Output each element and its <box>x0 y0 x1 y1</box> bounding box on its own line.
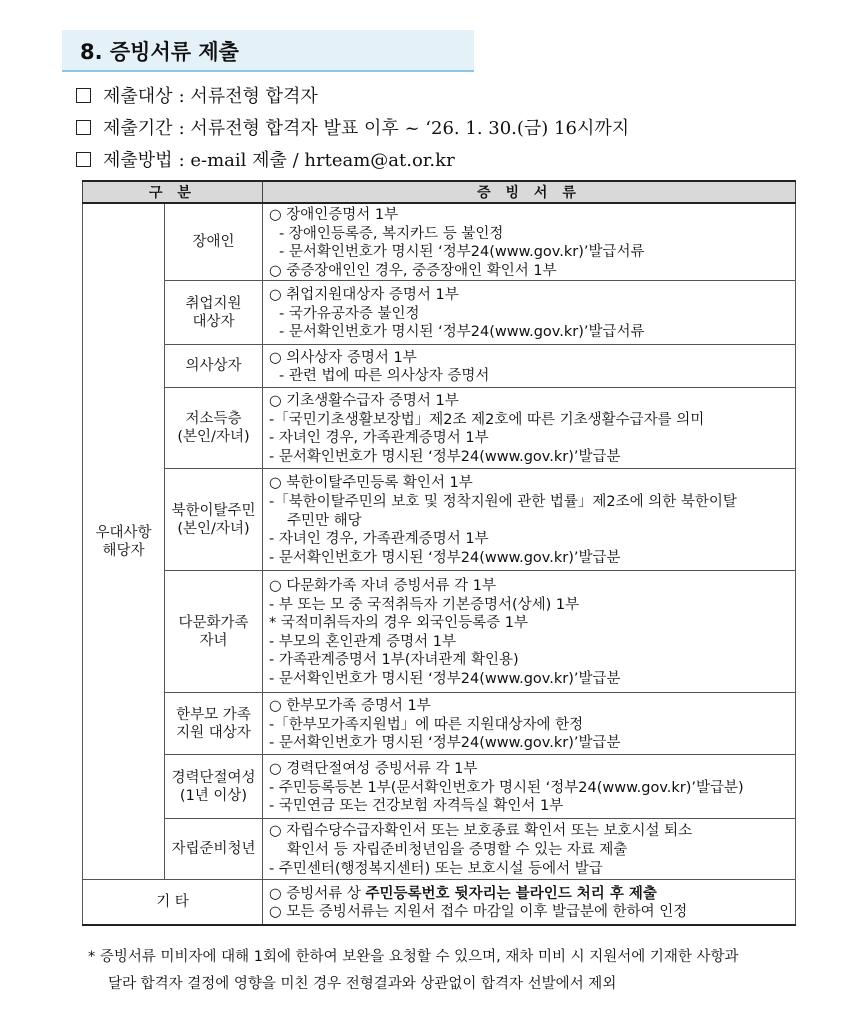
detail-cell: ○ 한부모가족 증명서 1부 -「한부모가족지원법」에 따른 지원대상자에 한정 - 문서확인번호가 명시된 ‘정부24(www.gov.kr)’발급분 <box>263 693 796 755</box>
category-cell: 다문화가족 자녀 <box>165 571 263 693</box>
checkbox-icon <box>76 152 91 167</box>
category-cell: 경력단절여성 (1년 이상) <box>165 755 263 819</box>
section-title: 8. 증빙서류 제출 <box>62 30 474 72</box>
detail-cell: ○ 경력단절여성 증빙서류 각 1부 - 주민등록등본 1부(문서확인번호가 명시된 ‘정부24(www.gov.kr)’발급분) - 국민연금 또는 건강보험 자격득실 확인서 1부 <box>263 755 796 819</box>
table-row <box>83 203 796 281</box>
info-period: 제출기간 : 서류전형 합격자 발표 이후 ~ ‘26. 1. 30.(금) 16시까지 <box>76 114 629 140</box>
header-documents: 증 빙 서 류 <box>263 181 796 203</box>
table-row <box>83 281 796 345</box>
table-row-other <box>83 880 796 925</box>
checkbox-icon <box>76 120 91 135</box>
category-cell: 저소득층 (본인/자녀) <box>165 388 263 469</box>
table-row <box>83 755 796 819</box>
category-cell: 장애인 <box>165 203 263 281</box>
detail-cell: ○ 장애인증명서 1부 - 장애인등록증, 복지카드 등 불인정 - 문서확인번호가 명시된 ‘정부24(www.gov.kr)’발급서류 ○ 중증장애인인 경우, 중증장애인 확인서 1부 <box>263 203 796 281</box>
info-method: 제출방법 : e-mail 제출 / hrteam@at.or.kr <box>76 146 455 172</box>
header-category: 구 분 <box>83 181 263 203</box>
category-cell: 한부모 가족 지원 대상자 <box>165 693 263 755</box>
table-row <box>83 388 796 469</box>
table-row <box>83 469 796 571</box>
info-target: 제출대상 : 서류전형 합격자 <box>76 82 318 108</box>
category-cell: 북한이탈주민 (본인/자녀) <box>165 469 263 571</box>
detail-cell: ○ 기초생활수급자 증명서 1부 -「국민기초생활보장법」제2조 제2호에 따른 기초생활수급자를 의미 - 자녀인 경우, 가족관계증명서 1부 - 문서확인번호가 명시된 ‘정부24(www.gov.kr)’발급분 <box>263 388 796 469</box>
detail-cell: ○ 의사상자 증명서 1부 - 관련 법에 따른 의사상자 증명서 <box>263 345 796 388</box>
detail-cell: ○ 다문화가족 자녀 증빙서류 각 1부 - 부 또는 모 중 국적취득자 기본증명서(상세) 1부 * 국적미취득자의 경우 외국인등록증 1부 - 부모의 혼인관계 증명서 1부 - 가족관계증명서 1부(자녀관계 확인용) - 문서확인번호가 명시된 ‘정부24(www.gov.kr)’발급분 <box>263 571 796 693</box>
table-row <box>83 693 796 755</box>
checkbox-icon <box>76 88 91 103</box>
footnote-line-2: 달라 합격자 결정에 영향을 미친 경우 전형결과와 상관없이 합격자 선발에서 제외 <box>108 976 617 992</box>
detail-cell: ○ 증빙서류 상 주민등록번호 뒷자리는 블라인드 처리 후 제출 ○ 모든 증빙서류는 지원서 접수 마감일 이후 발급분에 한하여 인정 <box>263 880 796 925</box>
group-cell: 우대사항 해당자 <box>83 203 165 880</box>
document-table <box>82 180 796 926</box>
footnote-line-1: * 증빙서류 미비자에 대해 1회에 한하여 보완을 요청할 수 있으며, 재차 미비 시 지원서에 기재한 사항과 <box>88 949 739 965</box>
category-cell: 자립준비청년 <box>165 819 263 880</box>
category-cell: 의사상자 <box>165 345 263 388</box>
other-line-1: ○ 증빙서류 상 주민등록번호 뒷자리는 블라인드 처리 후 제출 <box>269 885 657 902</box>
detail-cell: ○ 북한이탈주민등록 확인서 1부 -「북한이탈주민의 보호 및 정착지원에 관한 법률」제2조에 의한 북한이탈 주민만 해당 - 자녀인 경우, 가족관계증명서 1부 - 문서확인번호가 명시된 ‘정부24(www.gov.kr)’발급분 <box>263 469 796 571</box>
detail-cell: ○ 취업지원대상자 증명서 1부 - 국가유공자증 불인정 - 문서확인번호가 명시된 ‘정부24(www.gov.kr)’발급서류 <box>263 281 796 345</box>
table-row <box>83 571 796 693</box>
other-label: 기 타 <box>83 880 263 925</box>
table-row <box>83 345 796 388</box>
category-cell: 취업지원 대상자 <box>165 281 263 345</box>
detail-cell: ○ 자립수당수급자확인서 또는 보호종료 확인서 또는 보호시설 퇴소 확인서 등 자립준비청년임을 증명할 수 있는 자료 제출 - 주민센터(행정복지센터) 또는 보호시설 등에서 발급 <box>263 819 796 880</box>
table-row <box>83 819 796 880</box>
